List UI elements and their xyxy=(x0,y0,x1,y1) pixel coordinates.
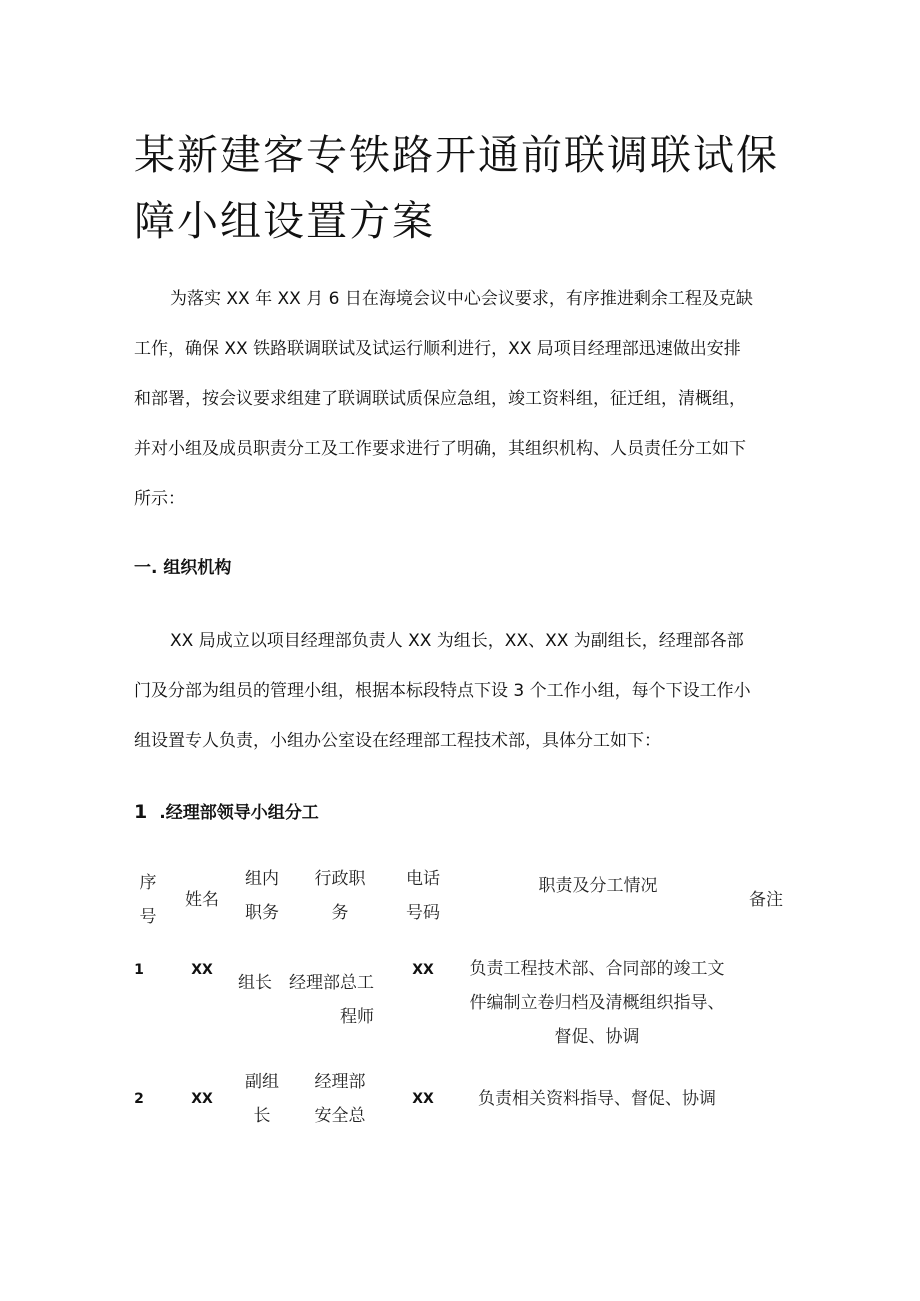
header-name: 姓名 xyxy=(185,890,219,910)
intro-line-3: 和部署，按会议要求组建了联调联试质保应急组，竣工资料组，征迁组，清概组， xyxy=(134,389,746,409)
row1-phone: XX xyxy=(412,962,434,978)
org-line-1: XX 局成立以项目经理部负责人 XX 为组长，XX、XX 为副组长，经理部各部 xyxy=(170,631,744,651)
title-line-2: 障小组设置方案 xyxy=(134,197,435,245)
org-line-2: 门及分部为组员的管理小组，根据本标段特点下设 3 个工作小组，每个下设工作小 xyxy=(134,681,751,701)
subsection-title: .经理部领导小组分工 xyxy=(159,803,319,823)
title-line-1: 某新建客专铁路开通前联调联试保 xyxy=(134,131,779,179)
row1-admin-title: 经理部总工 程师 xyxy=(289,973,374,1027)
intro-paragraph xyxy=(134,274,796,524)
header-seq: 序 号 xyxy=(139,873,157,927)
row2-duty: 负责相关资料指导、督促、协调 xyxy=(478,1089,716,1109)
header-phone: 电话 号码 xyxy=(406,869,440,923)
header-note: 备注 xyxy=(749,890,783,910)
row2-admin-title: 经理部 安全总 xyxy=(314,1072,366,1126)
document-title xyxy=(134,122,814,254)
header-admin-title: 行政职 务 xyxy=(314,869,366,923)
org-paragraph xyxy=(134,616,796,766)
row2-seq: 2 xyxy=(134,1091,144,1107)
row2-name: XX xyxy=(191,1091,213,1107)
header-duty: 职责及分工情况 xyxy=(538,876,658,896)
intro-line-5: 所示： xyxy=(134,489,185,509)
subsection-number: 1 xyxy=(134,801,148,823)
header-role: 组内 职务 xyxy=(245,869,279,923)
row1-role: 组长 xyxy=(238,973,272,993)
row1-seq: 1 xyxy=(134,962,144,978)
row2-role: 副组 长 xyxy=(245,1072,279,1126)
intro-line-4: 并对小组及成员职责分工及工作要求进行了明确，其组织机构、人员责任分工如下 xyxy=(134,439,746,459)
section-heading-org: 一. 组织机构 xyxy=(134,558,232,578)
row1-name: XX xyxy=(191,962,213,978)
org-line-3: 组设置专人负责，小组办公室设在经理部工程技术部，具体分工如下： xyxy=(134,731,661,751)
intro-line-1: 为落实 XX 年 XX 月 6 日在海境会议中心会议要求，有序推进剩余工程及克缺 xyxy=(170,289,753,309)
row1-duty: 负责工程技术部、合同部的竣工文 件编制立卷归档及清概组织指导、 督促、协调 xyxy=(469,959,725,1047)
intro-line-2: 工作，确保 XX 铁路联调联试及试运行顺利进行，XX 局项目经理部迅速做出安排 xyxy=(134,339,741,359)
row2-phone: XX xyxy=(412,1091,434,1107)
subsection-heading-leadership xyxy=(134,798,319,823)
